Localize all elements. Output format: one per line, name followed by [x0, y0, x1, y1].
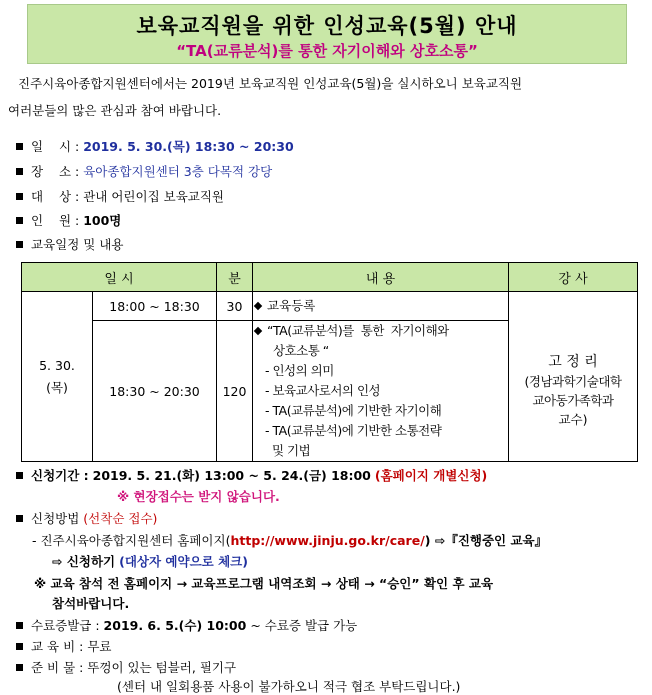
homepage-link[interactable]: http://www.jinju.go.kr/care/ [230, 533, 425, 548]
time-cell: 18:00 ~ 18:30 [93, 292, 217, 321]
lecturer-cell: 고 정 리 (경남과학기술대학 교아동가족학과 교수) [509, 321, 638, 462]
apply-method-line-1: - 진주시육아종합지원센터 홈페이지(http://www.jinju.go.kr/care/) ⇨『진행중인 교육』 [32, 533, 548, 548]
title-box [27, 4, 627, 64]
header-lecturer: 강 사 [509, 263, 638, 292]
attendance-notice-1: ※ 교육 참석 전 홈페이지 → 교육프로그램 내역조회 → 상태 → “승인” 확인 후 교육 [34, 576, 494, 591]
info-place: 장 소 : 육아종합지원센터 3층 다목적 강당 [16, 162, 272, 180]
intro-text [8, 70, 648, 124]
header-content: 내 용 [253, 263, 509, 292]
page-title: 보육교직원을 위한 인성교육(5월) 안내 [136, 14, 518, 38]
info-date: 일 시 : 2019. 5. 30.(목) 18:30 ~ 20:30 [16, 137, 294, 155]
square-bullet-icon [16, 643, 23, 650]
header-minutes: 분 [217, 263, 253, 292]
content-cell: 교육등록 [253, 292, 509, 321]
info-schedule: 교육일정 및 내용 [16, 235, 123, 253]
intro-line-2: 여러분들의 많은 관심과 참여 바랍니다. [8, 103, 222, 118]
table-header-row [22, 263, 638, 292]
attendance-notice-2: 참석바랍니다. [52, 596, 130, 611]
diamond-bullet-icon [254, 302, 262, 310]
time-cell: 18:30 ~ 20:30 [93, 321, 217, 462]
square-bullet-icon [16, 143, 23, 150]
square-bullet-icon [16, 664, 23, 671]
info-target: 대 상 : 관내 어린이집 보육교직원 [16, 187, 224, 205]
minutes-cell: 30 [217, 292, 253, 321]
apply-method-line-2: ⇨ 신청하기 (대상자 예약으로 체크) [52, 554, 248, 569]
square-bullet-icon [16, 622, 23, 629]
diamond-bullet-icon [254, 327, 262, 335]
fee-info: 교 육 비 : 무료 [16, 637, 111, 655]
intro-line-1: 진주시육아종합지원센터에서는 2019년 보육교직원 인성교육(5월)을 실시하오니 보육교직원 [18, 76, 523, 91]
apply-method: 신청방법 (선착순 접수) [16, 509, 157, 527]
supplies-note: (센터 내 일회용품 사용이 불가하오니 적극 협조 부탁드립니다.) [117, 679, 461, 694]
table-row [22, 321, 638, 462]
content-cell: “TA(교류분석)를 통한 자기이해와 상호소통 “ - 인성의 의미 - 보육교사로서의 인성 - TA(교류분석)에 기반한 자기이해 - TA(교류분석)에 기반한 소통전략 및 기법 [253, 321, 509, 462]
date-cell: 5. 30. (목) [22, 292, 93, 462]
supplies-info: 준 비 물 : 뚜껑이 있는 텀블러, 필기구 [16, 658, 236, 676]
lecturer-cell-top [509, 292, 638, 321]
info-count: 인 원 : 100명 [16, 211, 121, 229]
table-row [22, 292, 638, 321]
minutes-cell: 120 [217, 321, 253, 462]
page-subtitle: “TA(교류분석)를 통한 자기이해와 상호소통” [176, 42, 478, 60]
square-bullet-icon [16, 217, 23, 224]
header-datetime: 일 시 [22, 263, 217, 292]
onsite-notice: ※ 현장접수는 받지 않습니다. [117, 489, 280, 504]
apply-period: 신청기간 : 2019. 5. 21.(화) 13:00 ~ 5. 24.(금) 18:00 (홈페이지 개별신청) [16, 466, 487, 484]
certificate-info: 수료증발급 : 2019. 6. 5.(수) 10:00 ~ 수료증 발급 가능 [16, 616, 357, 634]
square-bullet-icon [16, 193, 23, 200]
square-bullet-icon [16, 241, 23, 248]
square-bullet-icon [16, 515, 23, 522]
schedule-table [21, 262, 638, 462]
square-bullet-icon [16, 168, 23, 175]
square-bullet-icon [16, 472, 23, 479]
